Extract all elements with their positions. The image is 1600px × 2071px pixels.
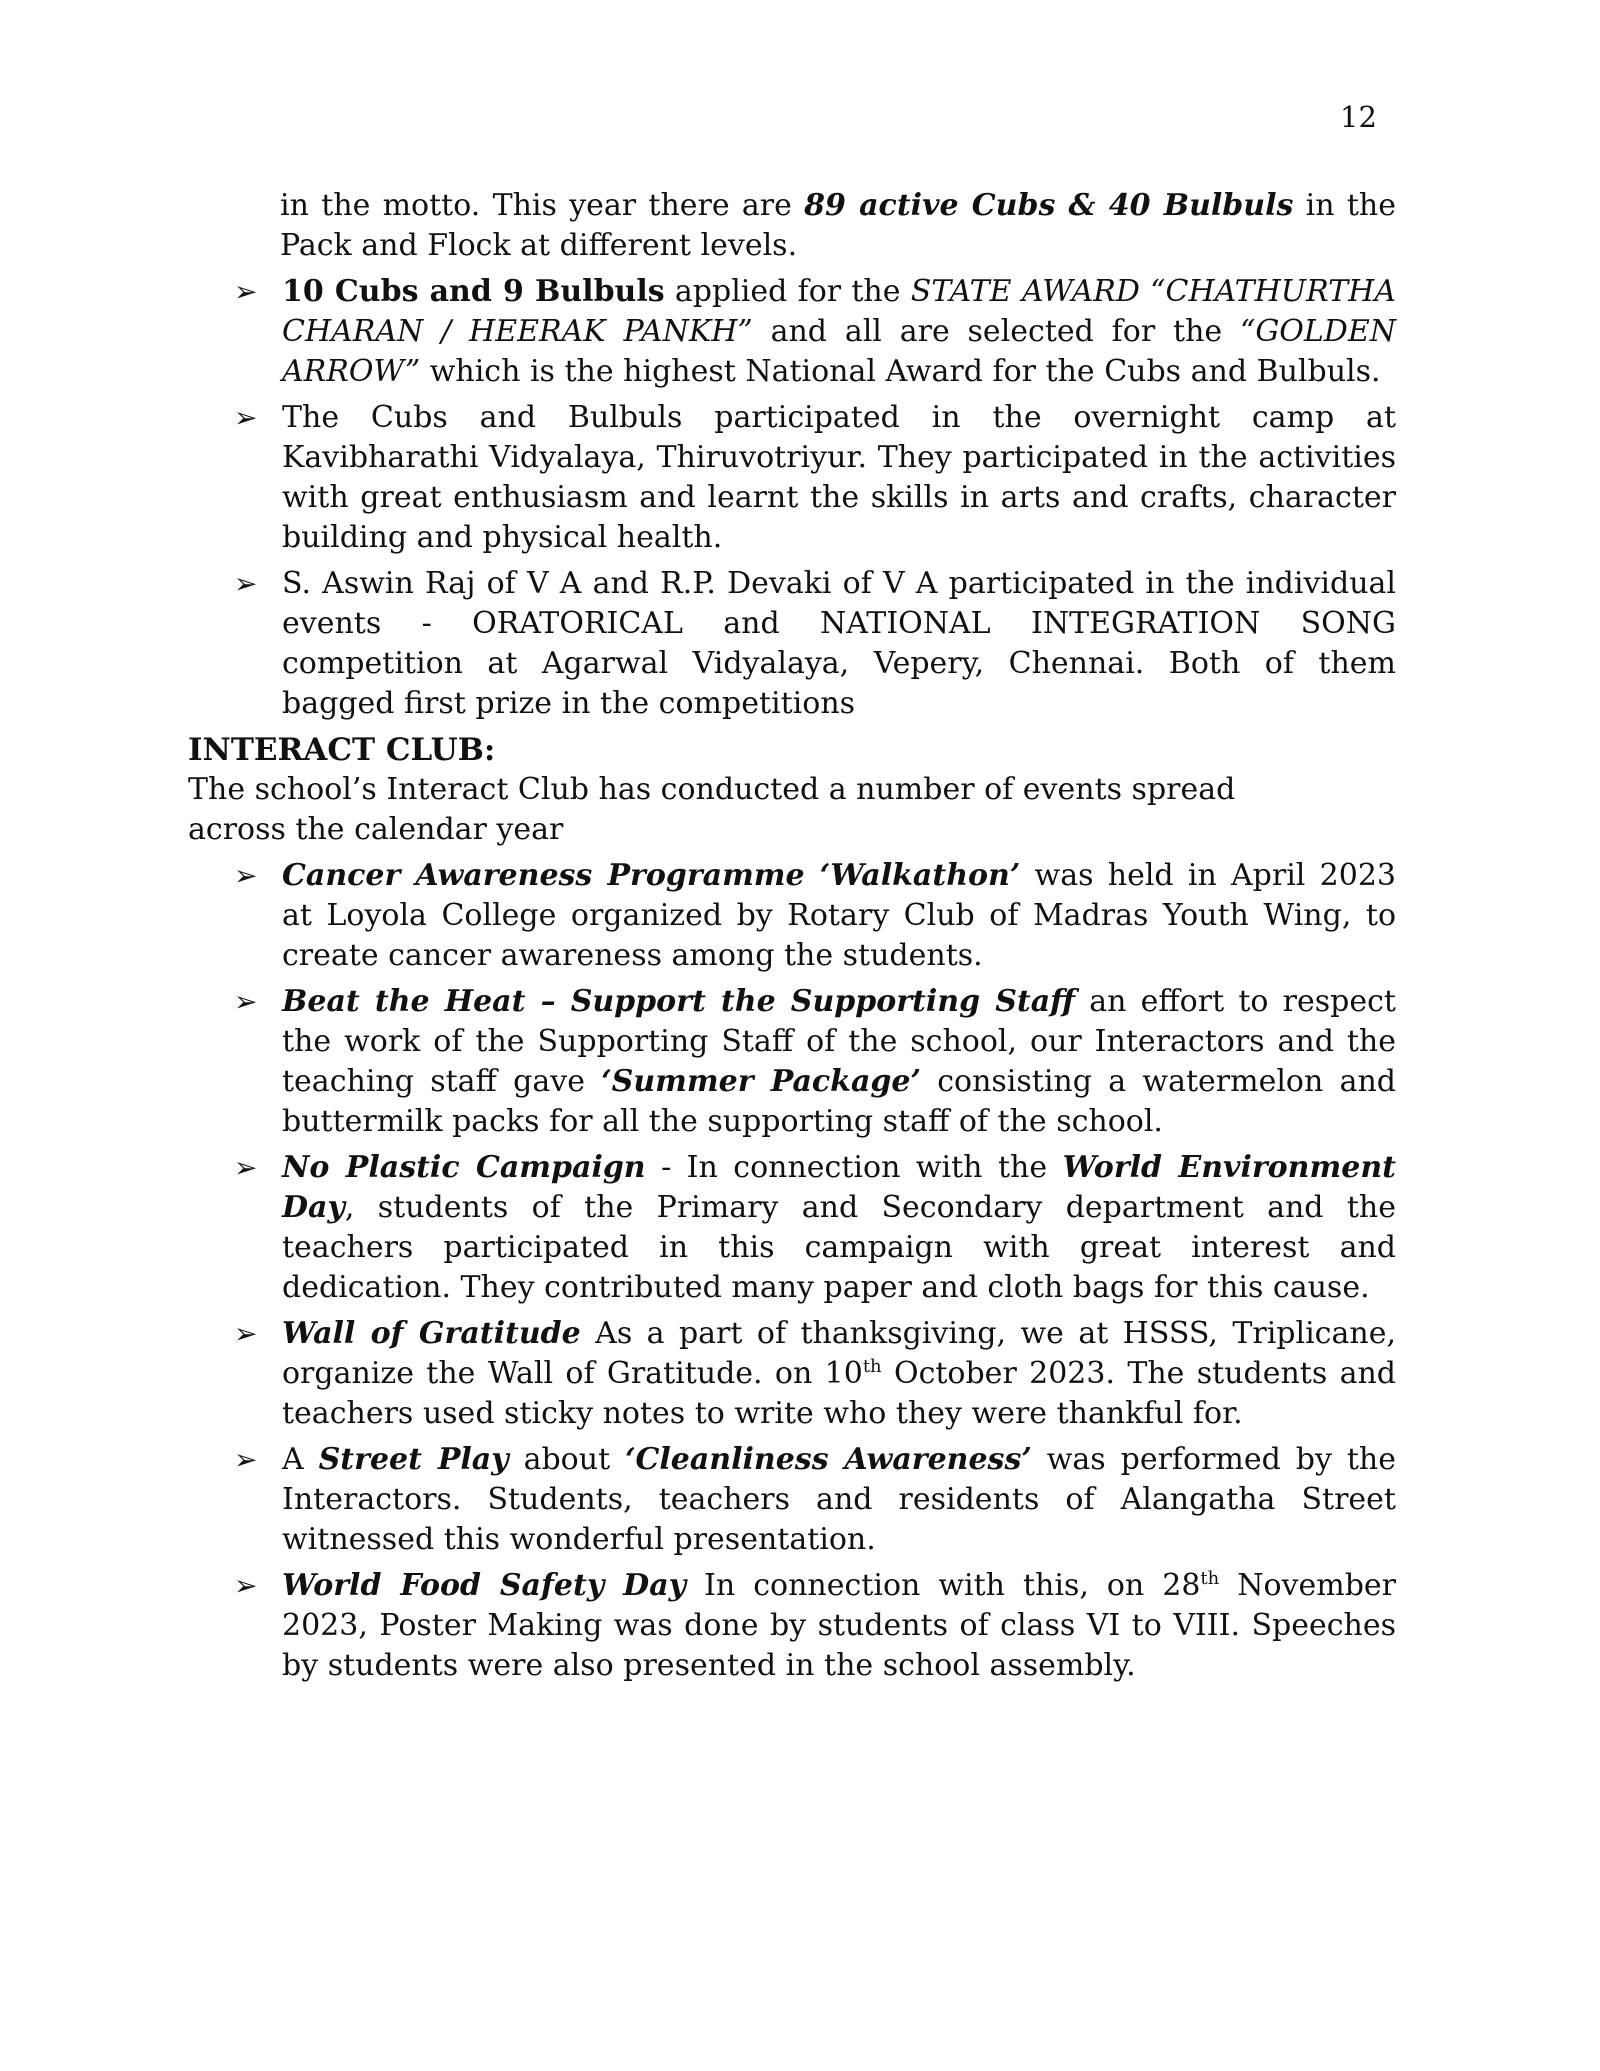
cubs-section (280, 186, 1396, 266)
text: was performed by the Interactors. Students, teachers and residents of Alangatha Street witnessed this wonderful presentation. (282, 1442, 1396, 1557)
text: about (508, 1442, 626, 1477)
list-item (188, 398, 1396, 558)
arrow-bullet-icon: ➢ (234, 567, 258, 600)
text: and all are selected for the (752, 314, 1240, 349)
arrow-bullet-icon: ➢ (234, 401, 258, 434)
text: As a part of thanksgiving, we at HSSS, Triplicane, organize the Wall of Gratitude. on 10 (282, 1316, 1396, 1391)
text: The Cubs and Bulbuls participated in the overnight camp at Kavibharathi Vidyalaya, Thiruvotriyur. They participated in the activities with great enthusiasm and learnt the skills in arts and crafts, character building and physical health. (282, 400, 1396, 555)
list-item (188, 1566, 1396, 1686)
list-item (188, 564, 1396, 724)
list-item (188, 1314, 1396, 1434)
interact-club-heading: INTERACT CLUB: (188, 732, 496, 768)
interact-bullet-list (188, 856, 1396, 1686)
text: A (282, 1442, 319, 1477)
bold-text: World Food Safety Day (282, 1568, 687, 1603)
list-item (188, 856, 1396, 976)
text: In connection with this, on 28 (686, 1568, 1201, 1603)
text: , students of the Primary and Secondary department and the teachers participated in this campaign with great interest and dedication. They contributed many paper and cloth bags for this cause. (282, 1190, 1396, 1305)
list-item (188, 1440, 1396, 1560)
page-number: 12 (1340, 100, 1377, 134)
arrow-bullet-icon: ➢ (234, 1569, 258, 1602)
bold-text: ‘Summer Package’ (601, 1064, 921, 1099)
cubs-bullet-section (188, 272, 1396, 1692)
text: which is the highest National Award for the Cubs and Bulbuls. (420, 354, 1381, 389)
arrow-bullet-icon: ➢ (234, 1151, 258, 1184)
superscript: th (862, 1356, 882, 1377)
text: applied for the (664, 274, 911, 309)
bold-text: No Plastic Campaign (282, 1150, 646, 1185)
superscript: th (1200, 1568, 1220, 1589)
bold-text: ‘Cleanliness Awareness’ (625, 1442, 1032, 1477)
list-item (188, 982, 1396, 1142)
bold-text: 10 Cubs and 9 Bulbuls (282, 274, 665, 309)
list-item (188, 1148, 1396, 1308)
interact-intro: The school’s Interact Club has conducted a number of events spread across the calendar year (188, 772, 1236, 847)
text: in the Pack and Flock at different levels. (280, 188, 1396, 263)
intro-paragraph (280, 186, 1396, 266)
text: October 2023. The students and teachers used sticky notes to write who they were thankful for. (282, 1356, 1396, 1431)
cubs-bullet-list (188, 272, 1396, 724)
text: November 2023, Poster Making was done by students of class VI to VIII. Speeches by students were also presented in the school assembly. (282, 1568, 1397, 1683)
text: - In connection with the (645, 1150, 1063, 1185)
text: S. Aswin Raj of V A and R.P. Devaki of V A participated in the individual events - ORATORICAL and NATIONAL INTEGRATION SONG competition at Agarwal Vidyalaya, Vepery, Chennai. Both of them bagged first prize in the competitions (282, 566, 1396, 721)
bold-text: Street Play (318, 1442, 509, 1477)
italic-text: “GOLDEN ARROW” (282, 314, 1397, 389)
list-item (188, 272, 1396, 392)
text: consisting a watermelon and buttermilk packs for all the supporting staff of the school. (282, 1064, 1396, 1139)
text: in the motto. This year there are (280, 188, 805, 223)
arrow-bullet-icon: ➢ (234, 1443, 258, 1476)
arrow-bullet-icon: ➢ (234, 275, 258, 308)
arrow-bullet-icon: ➢ (234, 1317, 258, 1350)
bold-text: Beat the Heat – Support the Supporting Staff (282, 984, 1075, 1019)
arrow-bullet-icon: ➢ (234, 985, 258, 1018)
text: was held in April 2023 at Loyola College organized by Rotary Club of Madras Youth Wing, to create cancer awareness among the students. (282, 858, 1396, 973)
text: an effort to respect the work of the Supporting Staff of the school, our Interactors and the teaching staff gave (282, 984, 1396, 1099)
italic-text: STATE AWARD “CHATHURTHA CHARAN / HEERAK PANKH” (282, 274, 1396, 349)
bold-text: Cancer Awareness Programme ‘Walkathon’ (282, 858, 1021, 893)
bold-text: World Environment Day (282, 1150, 1396, 1225)
bold-text: Wall of Gratitude (282, 1316, 581, 1351)
cubs-bulbuls-count: 89 active Cubs & 40 Bulbuls (804, 188, 1294, 223)
arrow-bullet-icon: ➢ (234, 859, 258, 892)
